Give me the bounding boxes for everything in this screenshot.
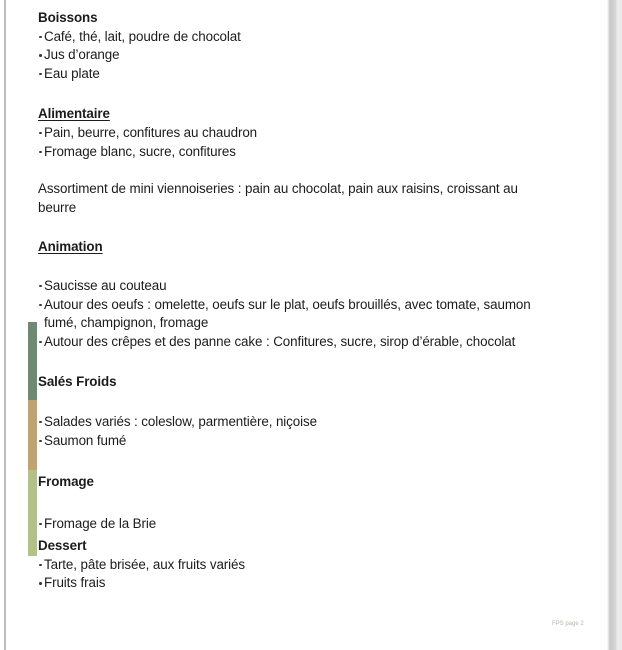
list-item-label: Tarte, pâte brisée, aux fruits variés [44,556,245,572]
bullet-icon [39,523,42,526]
spacer [38,83,39,105]
section-heading-boissons: Boissons [38,10,98,25]
bullet-icon [39,564,42,567]
list-item [38,432,556,451]
list-item [38,413,556,432]
section-heading-dessert: Dessert [38,538,87,554]
section-heading-fromage: Fromage [38,474,94,490]
list-item-label: Fruits frais [44,575,106,591]
spacer [38,392,39,413]
bullet-icon [39,54,42,57]
section-heading-sales-froids: Salés Froids [38,374,117,390]
bullet-icon [39,421,42,424]
bullet-icon [39,440,42,443]
spacer [38,217,39,238]
spacer [38,351,39,373]
list-item [38,124,556,143]
list-item [38,515,556,534]
list-item-label: Fromage de la Brie [44,515,157,531]
list-item [38,333,556,352]
list-item [38,574,556,593]
list-item [38,143,556,162]
spacer [38,450,39,473]
list-item-label: Autour des crêpes et des panne cake : Confitures, sucre, sirop d’érable, chocolat [44,333,516,349]
list-item-label: Eau plate [44,65,100,81]
list-item-label: Saumon fumé [44,432,127,448]
bullet-icon [39,36,42,39]
list-item [38,28,556,47]
spacer [38,492,39,515]
page-footer-label: FPS page 2 [552,621,584,627]
list-item-label: Autour des oeufs : omelette, oeufs sur le plat, oeufs brouillés, avec tomate, saumon fumé, champignon, fromage [44,296,531,331]
paragraph-viennoiseries: Assortiment de mini viennoiseries : pain au chocolat, pain aux raisins, croissant au beurre [38,181,518,215]
bullet-icon [39,341,42,344]
bullet-icon [39,285,42,288]
bullet-icon [39,132,42,135]
bullet-icon [39,151,42,154]
list-item-label: Jus d’orange [44,47,120,63]
bullet-icon [39,582,42,585]
list-item-label: Café, thé, lait, poudre de chocolat [44,28,241,44]
list-item-label: Saucisse au couteau [44,277,167,293]
section-heading-alimentaire: Alimentaire [38,106,110,122]
spacer [38,257,39,277]
spacer [38,161,39,180]
list-item [38,296,556,333]
list-item [38,46,556,65]
list-item-label: Pain, beurre, confitures au chaudron [44,124,258,140]
list-item [38,556,556,575]
page-right-edge-shadow [607,0,622,650]
list-item [38,65,556,84]
bullet-icon [39,73,42,76]
list-item-label: Fromage blanc, sucre, confitures [44,143,236,159]
section-heading-animation: Animation [38,239,103,255]
list-item [38,277,556,296]
bullet-icon [39,304,42,307]
list-item-label: Salades variés : coleslow, parmentière, niçoise [44,413,317,429]
